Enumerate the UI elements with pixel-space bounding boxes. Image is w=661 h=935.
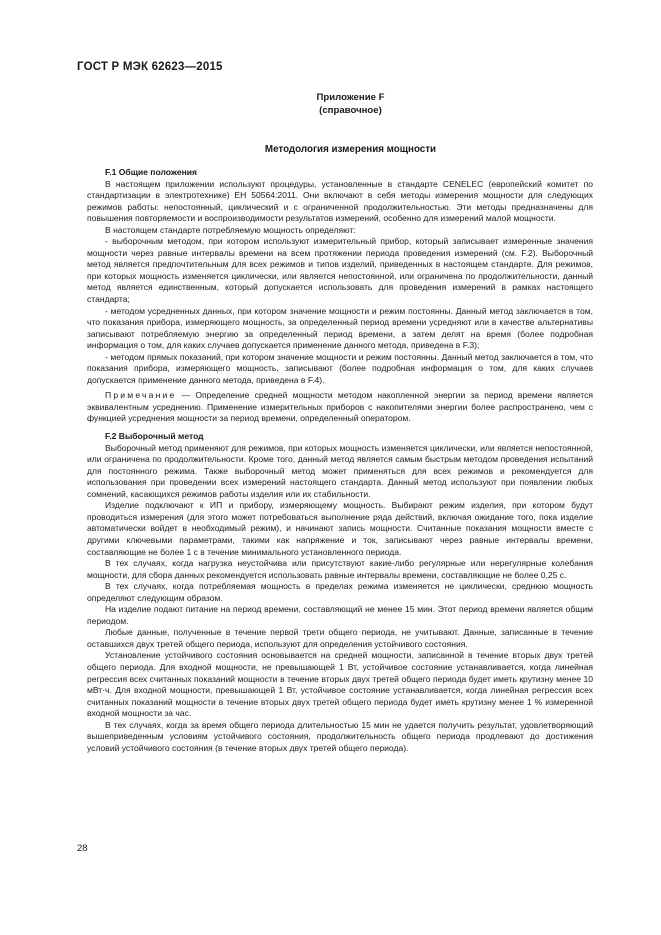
paragraph: В тех случаях, когда потребляемая мощность в пределах режима изменяется не циклически, среднюю мощность определяют следующим образом. bbox=[87, 581, 593, 603]
appendix-title: Приложение F bbox=[316, 92, 385, 103]
list-item: - методом усредненных данных, при котором значение мощности и режим постоянны. Данный метод заключается в том, что показания прибора, измеряющего мощность, за определенный период времени усредняют или в качестве альтернативы записывают потребляемую энергию за определенный период времени, а затем делят на время (более подробная информация о том, для каких случаев допускается применение данного метода, приведена в F.3); bbox=[87, 305, 593, 351]
paragraph: Установление устойчивого состояния основывается на средней мощности, записанной в течение вторых двух третей общего периода. Для входной мощности, не превышающей 1 Вт, устойчивое состояние устанавливается, когда линейная регрессия всех считанных показаний мощности в течение вторых двух третей общего периода будет иметь крутизну менее 10 мВт·ч. Для входной мощности, превышающей 1 Вт, устойчивое состояние устанавливается, когда линейная регрессия всех считанных показаний мощности в течение вторых двух третей общего периода будет иметь крутизну менее 1 % измеренной входной мощности за час. bbox=[87, 650, 593, 719]
document-title: Методология измерения мощности bbox=[264, 144, 437, 155]
paragraph: Любые данные, полученные в течение первой трети общего периода, не учитывают. Данные, записанные в течение оставшихся двух третей общего периода, используют для определения устойчивого состояния. bbox=[87, 627, 593, 649]
note-label: Примечание bbox=[105, 390, 177, 401]
appendix-subtitle: (справочное) bbox=[319, 105, 382, 116]
appendix-heading bbox=[0, 91, 661, 117]
paragraph: В настоящем приложении используют процедуры, установленные в стандарте CENELEC (европейский комитет по стандартизации в электротехнике) ЕН 50564:2011. Они включают в себя методы измерения мощности для следующих режимов работы: непостоянный, циклический и с ограниченной продолжительностью. Эти методы предназначены для повышения повторяемости и воспроизводимости результатов измерений, особенно для измерений малой мощности. bbox=[87, 178, 593, 224]
paragraph: В тех случаях, когда нагрузка неустойчива или присутствуют какие-либо регулярные или нерегулярные колебания мощности, для сбора данных рекомендуется использовать равные интервалы времени, составляющие не более 0,25 с. bbox=[87, 558, 593, 580]
standard-code-header: ГОСТ Р МЭК 62623—2015 bbox=[77, 61, 223, 73]
list-item: - методом прямых показаний, при котором значение мощности и режим постоянны. Данный метод заключается в том, что показания прибора, измеряющего мощность, записывают (более подробная информация о том, для каких случаев допускается применение данного метода, приведена в F.4). bbox=[87, 351, 593, 385]
page-number: 28 bbox=[77, 843, 88, 854]
paragraph: На изделие подают питание на период времени, составляющий не менее 15 мин. Этот период времени является общим периодом. bbox=[87, 604, 593, 626]
note bbox=[87, 390, 593, 425]
note-text: — Определение средней мощности методом накопленной энергии за период времени является эквивалентным усреднению. Применение измерительных приборов с накопителями энергии более распространено, чем с функцией усреднения мощности за период времени, определенный оператором. bbox=[87, 390, 593, 424]
section-heading-f2: F.2 Выборочный метод bbox=[105, 431, 204, 442]
paragraph: В тех случаях, когда за время общего периода длительностью 15 мин не удается получить результат, удовлетворяющий вышеприведенным условиям устойчивого состояния, продолжительность общего периода продлевают до достижения условий устойчивого состояния (в течение вторых двух третей общего периода). bbox=[87, 719, 593, 753]
paragraph: Выборочный метод применяют для режимов, при которых мощность изменяется циклически, или является непостоянной, или ограничена по продолжительности. Кроме того, данный метод является самым быстрым методом проведения испытаний для постоянного режима. Также выборочный метод может применяться для всех режимов и рекомендуется для использования при проведении всех измерений настоящего стандарта. Данный метод используют при появлении любых сомнений, касающихся режимов работы изделия или их стабильности. bbox=[87, 442, 593, 499]
section-heading-f1: F.1 Общие положения bbox=[105, 167, 197, 177]
document-body bbox=[87, 167, 593, 754]
paragraph: В настоящем стандарте потребляемую мощность определяют: bbox=[105, 224, 356, 235]
list-item: - выборочным методом, при котором используют измерительный прибор, который записывает измеренные значения мощности через равные интервалы времени на всем протяжении периода проведения измерений (см. F.2). Выборочный метод является предпочтительным для всех режимов и типов изделий, приведенных в настоящем стандарте. Для режимов, при которых мощность изменяется циклически, или является непостоянной, или ограничена по продолжительности, данный метод является единственным, который допускается использовать для проведения измерений в рамках настоящего стандарта; bbox=[87, 236, 593, 305]
paragraph: Изделие подключают к ИП и прибору, измеряющему мощность. Выбирают режим изделия, при котором будут проводиться измерения (для этого может потребоваться выполнение ряда действий, включая ожидание того, пока изделие автоматически войдет в необходимый режим), и начинают запись мощности. Считанные показания мощности вместе с другими ключевыми параметрами, такими как напряжение и ток, записывают через равные интервалы времени, составляющие не более 1 с в течение минимального установленного периода. bbox=[87, 500, 593, 557]
